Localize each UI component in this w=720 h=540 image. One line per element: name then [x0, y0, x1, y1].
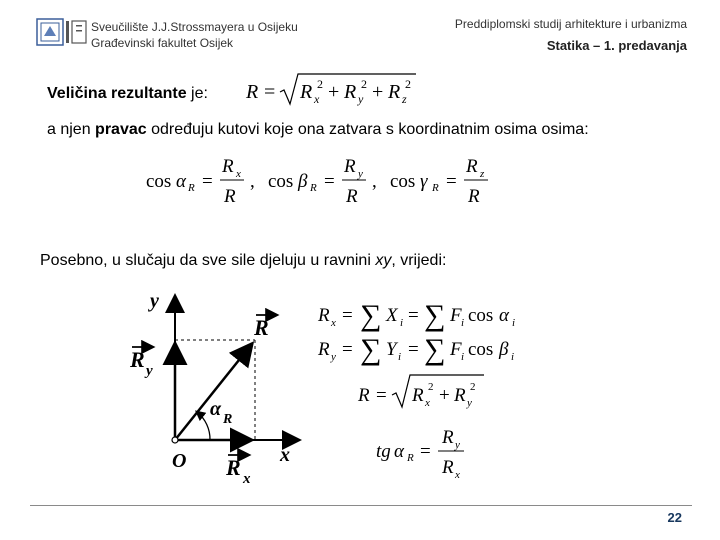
- svg-text:R: R: [358, 385, 370, 406]
- svg-text:R: R: [412, 385, 424, 406]
- svg-text:=: =: [408, 305, 419, 326]
- svg-text:x: x: [236, 168, 241, 180]
- svg-text:R: R: [246, 81, 259, 103]
- svg-text:i: i: [461, 351, 465, 363]
- planar-case-line: [40, 252, 446, 270]
- svg-text:R: R: [300, 81, 313, 103]
- svg-text:R: R: [346, 186, 358, 207]
- svg-text:α: α: [176, 171, 186, 192]
- program-title: Preddiplomski studij arhitekture i urbanizma: [454, 17, 687, 31]
- rx-label: R: [226, 455, 241, 480]
- svg-text:β: β: [298, 171, 308, 192]
- svg-text:2: 2: [470, 381, 476, 393]
- svg-text:=: =: [342, 339, 353, 360]
- svg-text:R: R: [310, 182, 317, 194]
- svg-text:z: z: [480, 168, 485, 180]
- svg-text:R: R: [442, 457, 454, 478]
- svg-text:R: R: [442, 427, 454, 448]
- svg-text:∑: ∑: [360, 299, 382, 332]
- resultant-magnitude-rest: je:: [186, 85, 208, 102]
- institution-text: [91, 19, 298, 51]
- svg-text:α: α: [499, 305, 509, 326]
- origin-label: O: [172, 450, 187, 472]
- svg-text:R: R: [388, 81, 401, 103]
- svg-text:=: =: [420, 441, 431, 462]
- footer-divider: [30, 505, 692, 506]
- svg-text:y: y: [358, 92, 364, 106]
- svg-text:+: +: [372, 81, 384, 103]
- svg-text:y: y: [467, 397, 472, 409]
- page-number: 22: [667, 510, 682, 525]
- angle-subscript: R: [223, 412, 233, 427]
- svg-text:z: z: [402, 92, 407, 106]
- direction-rest: određuju kutovi koje ona zatvara s koordinatnim osima osima:: [146, 121, 589, 138]
- svg-text:2: 2: [361, 77, 367, 91]
- svg-text:∑: ∑: [424, 299, 446, 332]
- svg-text:R: R: [188, 182, 195, 194]
- direction-cosines-formula: [140, 150, 500, 210]
- svg-text:α: α: [394, 441, 404, 462]
- university-logo-icon: [36, 18, 94, 48]
- svg-text:y: y: [455, 439, 460, 451]
- planar-case-rest: , vrijedi:: [391, 252, 447, 269]
- svg-text:F: F: [450, 339, 462, 360]
- svg-text:cos: cos: [468, 305, 494, 326]
- svg-text:i: i: [461, 317, 465, 329]
- svg-text:+: +: [439, 385, 450, 406]
- direction-pre: a njen: [47, 121, 96, 138]
- svg-text:x: x: [314, 92, 320, 106]
- svg-text:x: x: [455, 469, 460, 481]
- svg-text:,: ,: [250, 171, 255, 192]
- svg-text:=: =: [408, 339, 419, 360]
- svg-text:+: +: [328, 81, 340, 103]
- svg-text:X: X: [386, 305, 398, 326]
- origin-point: [172, 437, 178, 443]
- svg-text:R: R: [224, 186, 236, 207]
- ry-label: R: [130, 347, 145, 372]
- x-axis-label: x: [280, 444, 290, 466]
- angle-label: α: [210, 398, 222, 420]
- svg-text:R: R: [454, 385, 466, 406]
- svg-text:2: 2: [405, 77, 411, 91]
- svg-text:i: i: [400, 317, 404, 329]
- svg-text:R: R: [318, 339, 330, 360]
- svg-text:R: R: [407, 452, 414, 464]
- svg-text:x: x: [331, 317, 336, 329]
- resultant-magnitude-line: [47, 85, 208, 103]
- svg-text:R: R: [468, 186, 480, 207]
- ry-subscript: y: [146, 363, 153, 379]
- svg-text:,: ,: [372, 171, 377, 192]
- rx-subscript: x: [243, 471, 251, 487]
- svg-text:=: =: [324, 171, 335, 192]
- svg-text:cos: cos: [468, 339, 494, 360]
- svg-text:R: R: [344, 81, 357, 103]
- svg-text:=: =: [446, 171, 457, 192]
- resultant-label: R: [254, 315, 269, 340]
- planar-formulas: [312, 295, 537, 490]
- svg-text:i: i: [512, 317, 516, 329]
- svg-text:R: R: [222, 156, 234, 177]
- svg-text:2: 2: [428, 381, 434, 393]
- direction-line: [47, 121, 589, 139]
- svg-text:=: =: [264, 81, 276, 103]
- svg-text:R: R: [432, 182, 439, 194]
- svg-text:∑: ∑: [424, 333, 446, 366]
- svg-text:R: R: [318, 305, 330, 326]
- svg-text:=: =: [342, 305, 353, 326]
- svg-text:i: i: [398, 351, 402, 363]
- svg-text:x: x: [425, 397, 430, 409]
- institution-line2: Građevinski fakultet Osijek: [91, 36, 234, 50]
- svg-text:Y: Y: [386, 339, 397, 360]
- svg-text:=: =: [202, 171, 213, 192]
- svg-text:2: 2: [317, 77, 323, 91]
- svg-text:cos: cos: [268, 171, 294, 192]
- resultant-magnitude-term: Veličina rezultante: [47, 85, 187, 102]
- course-title: Statika – 1. predavanja: [546, 38, 687, 53]
- resultant-diagram: [120, 285, 310, 490]
- svg-text:R: R: [466, 156, 478, 177]
- svg-text:∑: ∑: [360, 333, 382, 366]
- svg-text:γ: γ: [420, 171, 428, 192]
- resultant-vector: [175, 345, 251, 440]
- y-axis-label: y: [150, 290, 159, 312]
- svg-text:y: y: [331, 351, 336, 363]
- institution-line1: Sveučilište J.J.Strossmayera u Osijeku: [91, 20, 298, 34]
- svg-text:β: β: [499, 339, 509, 360]
- direction-term: pravac: [95, 121, 147, 138]
- resultant-magnitude-formula: [244, 70, 424, 110]
- svg-text:=: =: [376, 385, 387, 406]
- university-logo: [36, 18, 94, 48]
- svg-text:F: F: [450, 305, 462, 326]
- planar-case-plane: xy: [375, 252, 392, 269]
- svg-text:cos: cos: [390, 171, 416, 192]
- svg-text:i: i: [511, 351, 515, 363]
- svg-text:tg: tg: [376, 441, 391, 462]
- svg-text:R: R: [344, 156, 356, 177]
- svg-text:y: y: [358, 168, 363, 180]
- svg-text:cos: cos: [146, 171, 172, 192]
- planar-case-pre: Posebno, u slučaju da sve sile djeluju u ravnini: [40, 252, 376, 269]
